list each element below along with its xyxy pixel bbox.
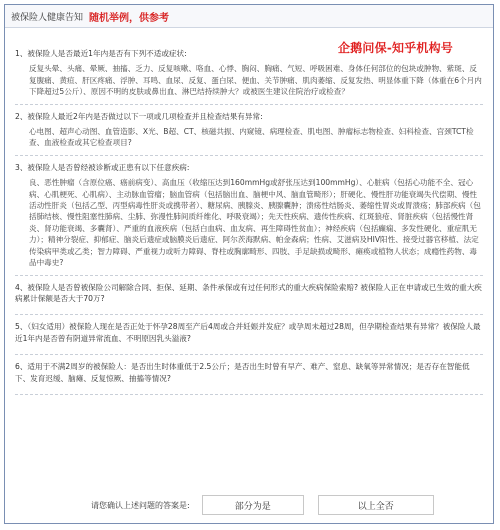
answer-bar	[5, 487, 493, 523]
question-4-title: 4、被保险人是否曾被保险公司解除合同、拒保、延期、条件承保或有过任何形式的重大疾病保险索赔? 被保险人正在申请或已生效的重大疾病累计保额是否大于70万?	[15, 282, 482, 303]
panel-header	[5, 5, 493, 28]
question-1-body: 反复头晕、头痛、晕厥、抽搐、乏力、反复咳嗽、咯血、心悸、胸闷、胸痛、气短、呼吸困难、身体任何部位的包块或肿物、紫斑、反复腹痛、黄疸、肝区疼痛、浮肿、耳鸣、血尿、反复、蛋白尿、便血、关节肿痛、肌肉萎缩、反复发热、明显体重下降（体重在6个月内下降超过5公斤）、原因不明的皮肤或鼻出血、淋巴结持续肿大？或被医生建议住院治疗或检查？	[29, 64, 482, 97]
question-4	[15, 276, 483, 316]
panel-title: 被保险人健康告知	[11, 12, 84, 23]
health-notice-panel	[4, 4, 494, 524]
question-2-title: 2、被保险人最近2年内是否做过以下一项或几项检查并且检查结果有异常:	[15, 111, 263, 121]
answer-prompt: 请您确认上述问题的答案是:	[91, 500, 190, 510]
question-6-title: 6、适用于不满2周岁的被保险人：是否出生时体重低于2.5公斤；是否出生时曾有早产、难产、窒息、缺氧等异常情况；是否存在智能低下、发育迟缓、脑瘫、反复惊厥、抽搐等情况?	[15, 362, 470, 383]
question-3	[15, 156, 483, 276]
question-3-body: 良、恶性肿瘤（含原位癌、癌前病变）、高血压（收缩压达到160mmHg或舒张压达到100mmHg）、心脏病（包括心功能不全、冠心病、心肌梗死、心肌病）、主动脉血管瘤；脑血管病（包括脑出血、脑梗中风、脑血管畸形）；肝硬化、慢性肝功能衰竭失代偿期、慢性活动性肝炎（包括乙型、丙型病毒性肝炎或携带者）、糖尿病、胰腺炎、胰腺囊肿；溃疡性结肠炎、萎缩性胃炎或胃溃疡；肺部疾病（包括肺结核、慢性阻塞性肺病、尘肺、弥漫性肺间质纤维化、呼吸衰竭）；先天性疾病、遗传性疾病、红斑狼疮、肾脏疾病（包括慢性肾炎、肾功能衰竭、多囊肾）、严重的血液疾病（包括白血病、血友病、再生障碍性贫血）；神经疾病（包括癫痫、多发性硬化、重症肌无力）；精神分裂症、抑郁症、脑炎后遗症或脑膜炎后遗症、阿尔茨海默病、帕金森病；性病、艾滋病及HIV阳性、接受过器官移植、法定传染病甲类或乙类；智力障碍、严重视力或听力障碍、脊柱或胸廓畸形、四肢、手足缺损或畸形、瘫痪或植物人状态；成瘾性药物、毒品中毒史?	[29, 178, 481, 268]
sample-tag: 随机举例，供参考	[89, 12, 170, 24]
question-5-title: 5、（妇女适用）被保险人现在是否正处于怀孕28周至产后4周或合并妊娠并发症？或孕周未超过28周，但孕期检查结果有异常？被保险人最近1年内是否曾有阴道异常流血、不明原因乳头溢液?	[15, 322, 481, 343]
questions-list	[5, 28, 493, 395]
question-2-body: 心电图、超声心动图、血管造影、X光、B超、CT、核磁共振、内窥镜、病理检查、肌电图、肿瘤标志物检查、妇科检查、宫颈TCT检查、血液检查或其它检查项目?	[29, 127, 474, 148]
question-2	[15, 105, 483, 156]
question-1-title: 1、被保险人是否最近1年内是否有下列不适或症状:	[15, 49, 187, 58]
question-6	[15, 355, 483, 395]
all-no-button[interactable]: 以上全否	[318, 495, 434, 515]
question-3-title: 3、被保险人是否曾经被诊断或正患有以下任意疾病:	[15, 162, 190, 172]
partial-yes-button[interactable]: 部分为是	[202, 495, 304, 515]
watermark-text: 企鹅问保-知乎机构号	[338, 41, 453, 55]
question-5	[15, 315, 483, 355]
